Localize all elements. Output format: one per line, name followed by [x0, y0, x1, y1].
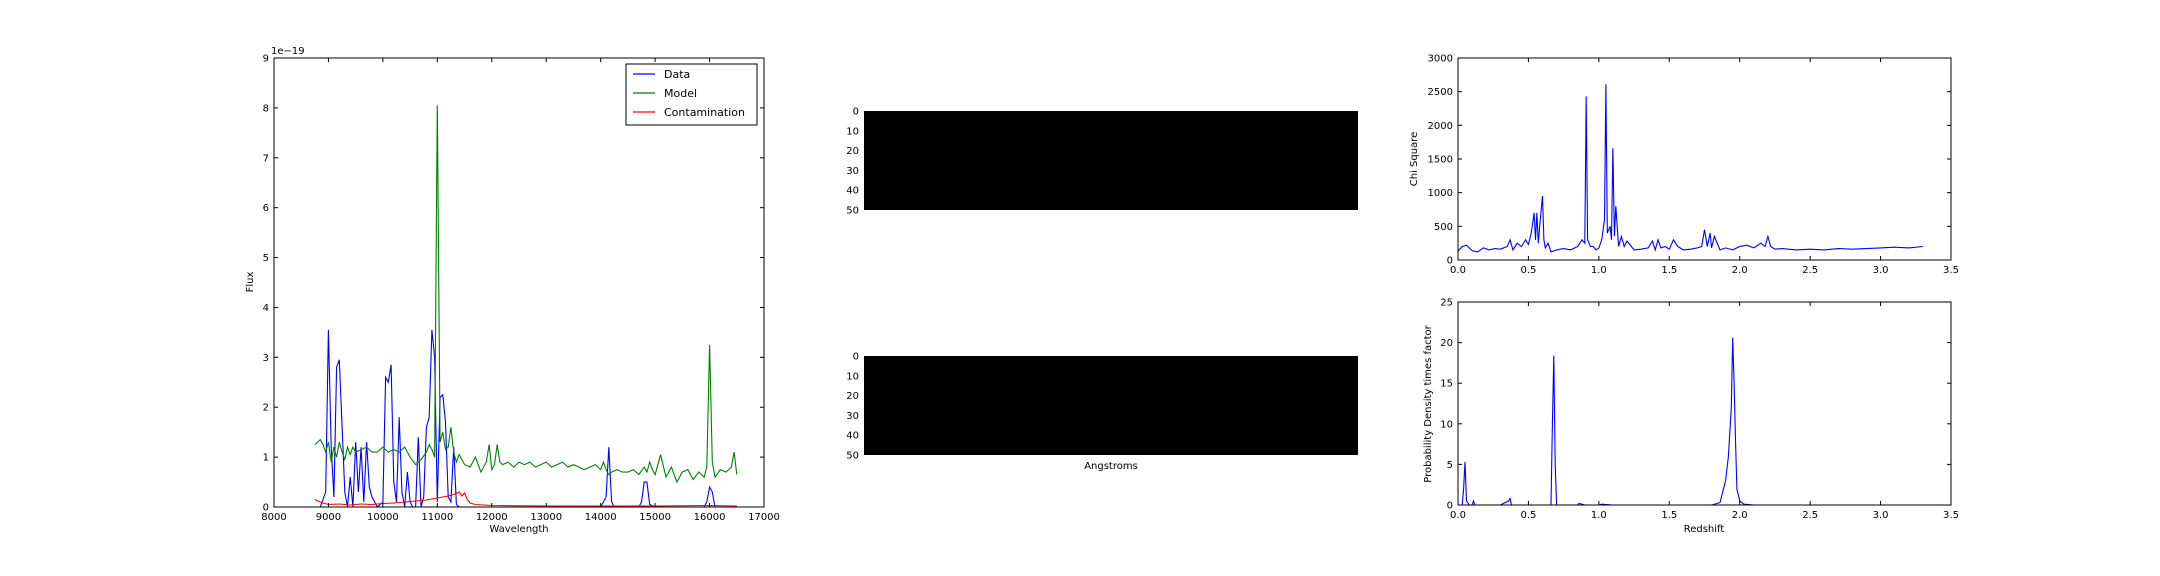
legend-model-label: Model [664, 87, 698, 100]
probability-ylabel: Probability Density times factor [1423, 325, 1434, 483]
spectrum-offset-text: 1e−19 [271, 46, 305, 57]
x-tick-label: 3.0 [1872, 265, 1889, 276]
x-tick-label: 10000 [366, 512, 399, 523]
image-y-tick-label: 10 [846, 371, 859, 383]
image-panel-top [846, 107, 1358, 217]
legend-contamination-label: Contamination [664, 106, 745, 119]
y-tick-label: 0 [1446, 500, 1453, 512]
y-tick-label: 8 [262, 103, 269, 115]
image-y-tick-label: 40 [846, 430, 859, 442]
x-tick-label: 1.0 [1590, 510, 1607, 521]
image-y-tick-label: 0 [852, 106, 859, 118]
y-tick-label: 1 [262, 452, 269, 464]
x-tick-label: 14000 [584, 512, 617, 523]
image-y-tick-label: 50 [846, 205, 859, 217]
x-tick-label: 1.5 [1661, 510, 1678, 521]
y-tick-label: 9 [262, 53, 269, 65]
y-tick-label: 3000 [1427, 53, 1453, 65]
image-y-tick-label: 50 [846, 450, 859, 462]
image-panel-bottom [846, 352, 1358, 473]
y-tick-label: 0 [262, 502, 269, 514]
y-tick-label: 25 [1440, 297, 1453, 309]
image-y-tick-label: 0 [852, 351, 859, 363]
y-tick-label: 500 [1433, 221, 1453, 233]
image-y-tick-label: 10 [846, 126, 859, 138]
x-tick-label: 2.0 [1731, 265, 1748, 276]
y-tick-label: 5 [262, 253, 269, 265]
y-tick-label: 1000 [1427, 188, 1453, 200]
y-tick-label: 5 [1446, 459, 1453, 471]
image-y-tick-label: 20 [846, 146, 859, 158]
spectrum-xlabel: Wavelength [489, 524, 549, 535]
image-bottom [864, 356, 1358, 455]
y-tick-label: 6 [262, 203, 269, 215]
x-tick-label: 15000 [639, 512, 672, 523]
x-tick-label: 12000 [475, 512, 508, 523]
x-tick-label: 8000 [261, 512, 287, 523]
legend-data-label: Data [664, 68, 691, 81]
x-tick-label: 1.0 [1590, 265, 1607, 276]
x-tick-label: 1.5 [1661, 265, 1678, 276]
x-tick-label: 3.0 [1872, 510, 1889, 521]
image-y-tick-label: 30 [846, 410, 859, 422]
x-tick-label: 16000 [693, 512, 726, 523]
y-tick-label: 20 [1440, 338, 1453, 350]
x-tick-label: 9000 [315, 512, 342, 523]
image-bottom-xlabel: Angstroms [1084, 461, 1138, 472]
x-tick-label: 0.0 [1450, 510, 1466, 521]
image-y-tick-label: 20 [846, 391, 859, 403]
spectrum-legend [626, 64, 757, 125]
x-tick-label: 17000 [748, 512, 780, 523]
x-tick-label: 0.5 [1520, 510, 1537, 521]
y-tick-label: 15 [1440, 378, 1453, 390]
x-tick-label: 2.5 [1802, 510, 1819, 521]
y-tick-label: 7 [262, 153, 269, 165]
y-tick-label: 2000 [1427, 120, 1453, 132]
y-tick-label: 0 [1446, 255, 1453, 267]
y-tick-label: 10 [1440, 419, 1453, 431]
image-y-tick-label: 30 [846, 165, 859, 177]
x-tick-label: 3.5 [1943, 265, 1959, 276]
image-top [864, 111, 1358, 210]
x-tick-label: 13000 [530, 512, 563, 523]
chisquare-ylabel: Chi Square [1409, 131, 1420, 187]
y-tick-label: 3 [262, 352, 269, 364]
x-tick-label: 0.5 [1520, 265, 1537, 276]
x-tick-label: 11000 [421, 512, 454, 523]
x-tick-label: 2.5 [1802, 265, 1819, 276]
y-tick-label: 4 [262, 302, 269, 314]
x-tick-label: 0.0 [1450, 265, 1466, 276]
x-tick-label: 2.0 [1731, 510, 1748, 521]
y-tick-label: 2 [262, 402, 269, 414]
probability-xlabel: Redshift [1683, 524, 1725, 535]
y-tick-label: 2500 [1427, 87, 1453, 99]
x-tick-label: 3.5 [1943, 510, 1959, 521]
spectrum-ylabel: Flux [245, 271, 256, 293]
image-y-tick-label: 40 [846, 185, 859, 197]
y-tick-label: 1500 [1427, 154, 1453, 166]
